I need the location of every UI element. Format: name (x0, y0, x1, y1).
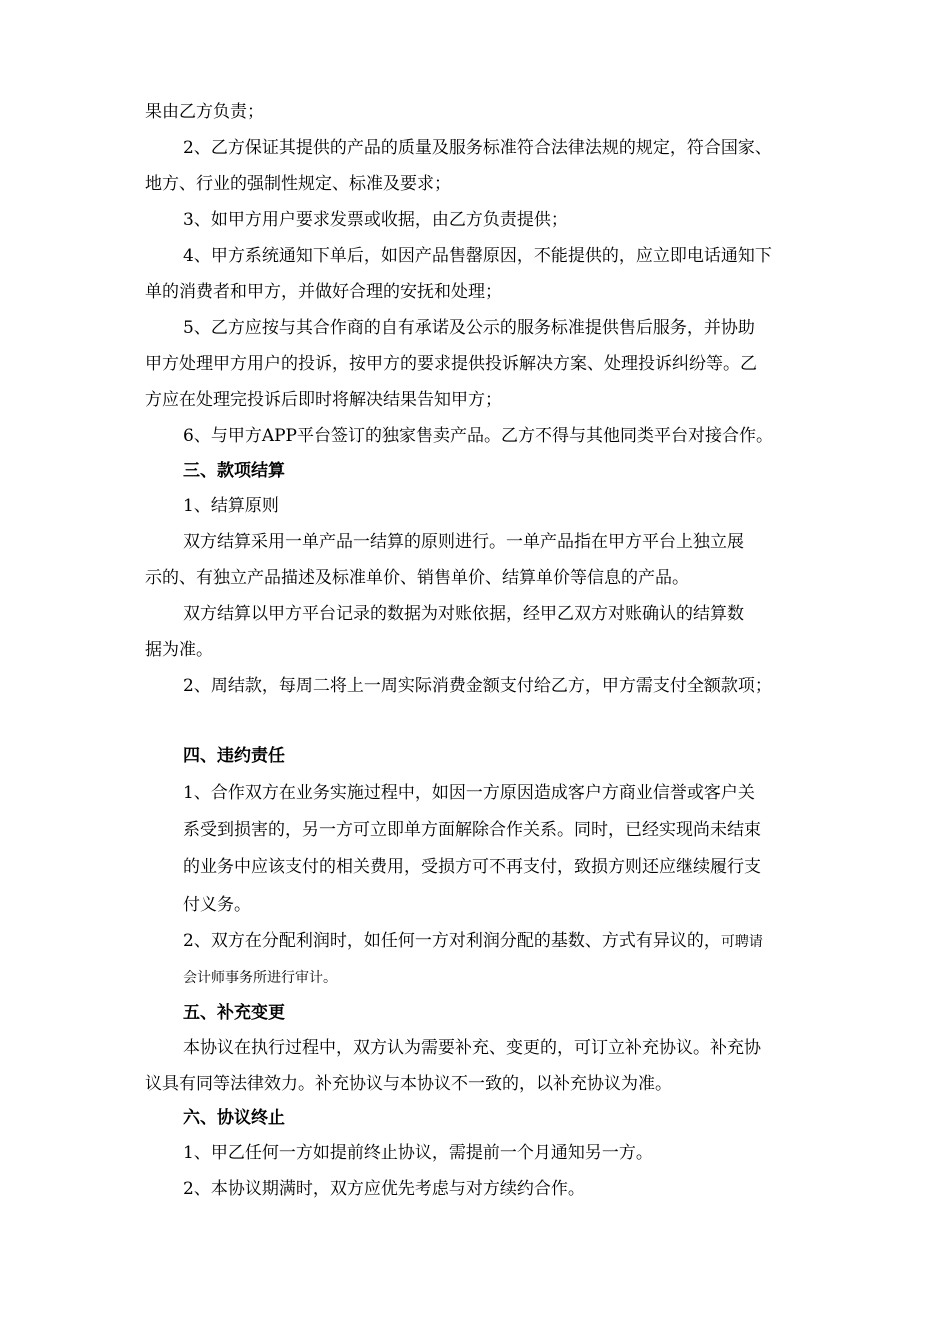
paragraph-line: 1、甲乙任何一方如提前终止协议，需提前一个月通知另一方。 (183, 1143, 653, 1163)
paragraph-line: 双方结算以甲方平台记录的数据为对账依据，经甲乙双方对账确认的结算数 (183, 604, 744, 624)
paragraph-line: 1、合作双方在业务实施过程中，如因一方原因造成客户方商业信誉或客户关 (183, 783, 755, 803)
paragraph-line: 1、结算原则 (183, 496, 279, 516)
paragraph-line: 议具有同等法律效力。补充协议与本协议不一致的，以补充协议为准。 (145, 1074, 672, 1094)
section-heading: 三、款项结算 (183, 461, 285, 481)
paragraph-line: 4、甲方系统通知下单后，如因产品售罄原因，不能提供的，应立即电话通知下 (183, 246, 772, 266)
paragraph-line: 单的消费者和甲方，并做好合理的安抚和处理； (145, 282, 502, 302)
paragraph-line (0, 931, 950, 952)
paragraph-line: 2、周结款，每周二将上一周实际消费金额支付给乙方，甲方需支付全额款项； (183, 676, 772, 696)
paragraph-line: 付义务。 (183, 895, 251, 915)
paragraph-line: 5、乙方应按与其合作商的自有承诺及公示的服务标准提供售后服务，并协助 (183, 318, 755, 338)
section-heading: 四、违约责任 (183, 746, 285, 766)
paragraph-line: 6、与甲方APP平台签订的独家售卖产品。乙方不得与其他同类平台对接合作。 (183, 426, 773, 446)
paragraph-line: 系受到损害的，另一方可立即单方面解除合作关系。同时，已经实现尚未结束 (183, 820, 761, 840)
paragraph-line: 本协议在执行过程中，双方认为需要补充、变更的，可订立补充协议。补充协 (183, 1038, 761, 1058)
paragraph-line: 据为准。 (145, 640, 213, 660)
paragraph-line: 会计师事务所进行审计。 (183, 970, 337, 986)
paragraph-line: 地方、行业的强制性规定、标准及要求； (145, 174, 451, 194)
paragraph-line: 2、乙方保证其提供的产品的质量及服务标准符合法律法规的规定，符合国家、 (183, 138, 772, 158)
paragraph-line: 3、如甲方用户要求发票或收据，由乙方负责提供； (183, 210, 568, 230)
paragraph-line: 2、本协议期满时，双方应优先考虑与对方续约合作。 (183, 1179, 585, 1199)
paragraph-text: 2、双方在分配利润时，如任何一方对利润分配的基数、方式有异议的， (183, 931, 721, 951)
paragraph-text-small: 可聘请 (720, 934, 763, 950)
paragraph-line: 方应在处理完投诉后即时将解决结果告知甲方； (145, 390, 502, 410)
paragraph-line: 的业务中应该支付的相关费用，受损方可不再支付，致损方则还应继续履行支 (183, 857, 761, 877)
paragraph-line: 果由乙方负责； (145, 102, 264, 122)
section-heading: 五、补充变更 (183, 1003, 285, 1023)
paragraph-line: 双方结算采用一单产品一结算的原则进行。一单产品指在甲方平台上独立展 (183, 532, 744, 552)
section-heading: 六、协议终止 (183, 1108, 285, 1128)
paragraph-line: 示的、有独立产品描述及标准单价、销售单价、结算单价等信息的产品。 (145, 568, 689, 588)
paragraph-line: 甲方处理甲方用户的投诉，按甲方的要求提供投诉解决方案、处理投诉纠纷等。乙 (145, 354, 757, 374)
